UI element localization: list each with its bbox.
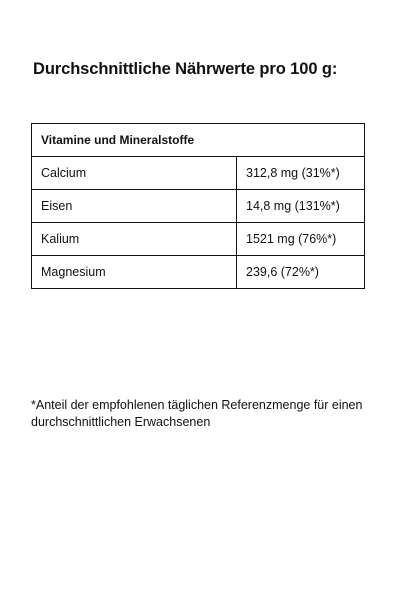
table-row — [32, 190, 365, 223]
nutrient-name: Eisen — [32, 190, 237, 223]
nutrition-table — [31, 123, 365, 289]
table-row — [32, 256, 365, 289]
page-title: Durchschnittliche Nährwerte pro 100 g: — [33, 60, 338, 78]
nutrient-value: 312,8 mg (31%*) — [237, 157, 365, 190]
table-header-row — [32, 124, 365, 157]
nutrient-name: Kalium — [32, 223, 237, 256]
nutrient-value: 1521 mg (76%*) — [237, 223, 365, 256]
table-row — [32, 223, 365, 256]
nutrient-value: 14,8 mg (131%*) — [237, 190, 365, 223]
nutrient-name: Calcium — [32, 157, 237, 190]
nutrient-value: 239,6 (72%*) — [237, 256, 365, 289]
table-row — [32, 157, 365, 190]
table-header: Vitamine und Mineralstoffe — [32, 124, 365, 157]
nutrient-name: Magnesium — [32, 256, 237, 289]
footnote: *Anteil der empfohlenen täglichen Referenzmenge für einen durchschnittlichen Erwachsenen — [31, 398, 363, 429]
